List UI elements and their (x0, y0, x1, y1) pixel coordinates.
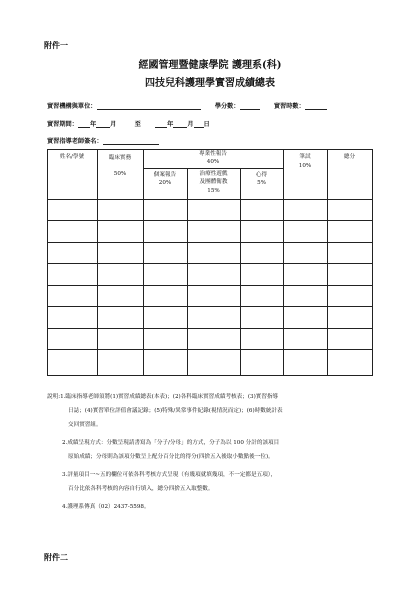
header-clinical: 臨床實務 (108, 155, 132, 161)
header-clinical-pct: 50% (113, 171, 127, 177)
note-line: 交回實習組。 (68, 422, 102, 428)
header-report: 專業性報告 (199, 151, 227, 157)
header-therapeutic-play-pct: 15% (207, 188, 220, 194)
teacher-info-row (47, 136, 159, 145)
attachment-label-top: 附件一 (44, 40, 68, 50)
attachment-label-bottom: 附件二 (44, 552, 68, 562)
teacher-label: 實習指導老師簽名： (47, 138, 103, 145)
header-written-exam: 筆試 (299, 154, 311, 160)
end-day-field[interactable] (194, 120, 204, 128)
month-unit: 月 (187, 121, 194, 128)
note-line: 原始成績；分母則為該項分數呈上配分百分比的得分(四捨五入後取小數點後一位)。 (68, 454, 274, 460)
note-line: 日誌；(4)實習單位評值會議記錄；(5)特殊/異常事件紀錄(視情況而定)；(6)時數統計表 (68, 408, 283, 414)
header-therapeutic-play: 治療性遊戲 (199, 171, 228, 177)
header-written-exam-pct: 10% (298, 163, 312, 169)
hours-field[interactable] (305, 102, 327, 110)
note-line: 3.評量項目一~五的欄位可依各科考核方式呈現（有幾項就填幾項，不一定都是五項）， (62, 472, 277, 478)
form-title: 四技兒科護理學實習成績總表 (145, 78, 275, 89)
header-group-education: 及團體衛教 (199, 179, 228, 185)
start-year-field[interactable] (78, 120, 90, 128)
note-line: 4.護理系傳真（02）2437-5598。 (62, 504, 150, 510)
end-month-field[interactable] (173, 120, 187, 128)
header-reflection-pct: 5% (257, 180, 266, 186)
header-name-id: 姓名/學號 (59, 154, 85, 160)
year-unit: 年 (167, 121, 174, 128)
unit-info-row (47, 101, 327, 110)
to-label: 至 (134, 121, 141, 128)
hours-label: 實習時數： (273, 103, 305, 110)
month-unit: 月 (110, 121, 117, 128)
end-year-field[interactable] (155, 120, 167, 128)
school-title: 經國管理暨健康學院 護理系(科) (138, 60, 282, 71)
credits-field[interactable] (240, 102, 260, 110)
year-unit: 年 (89, 121, 97, 128)
note-line: 2.成績呈現方式：分數呈現請書寫為「分子/分母」的方式，分子為以 100 分計的該項目 (62, 440, 280, 446)
unit-field[interactable] (97, 102, 201, 110)
period-label: 實習期間： (47, 121, 78, 128)
header-report-pct: 40% (206, 159, 220, 165)
teacher-signature-field[interactable] (103, 137, 159, 145)
note-line: 百分比依各科考核的內容自行填入，總分四捨五入取整數。 (68, 486, 214, 492)
period-info-row (47, 119, 210, 128)
header-total: 總分 (343, 154, 356, 160)
start-month-field[interactable] (96, 120, 110, 128)
score-table (47, 149, 373, 376)
unit-label: 實習機構與單位： (47, 103, 97, 110)
header-case-report-pct: 20% (158, 180, 172, 186)
header-reflection: 心得 (255, 172, 268, 178)
day-unit: 日 (203, 121, 210, 128)
credits-label: 學分數： (214, 103, 240, 110)
header-case-report: 個案報告 (153, 172, 177, 178)
note-line: 說明:1.臨床指導老師須將(1)實習成績總表(本表)；(2)各科臨床實習成績考核表；(3)實習指導 (47, 394, 279, 400)
